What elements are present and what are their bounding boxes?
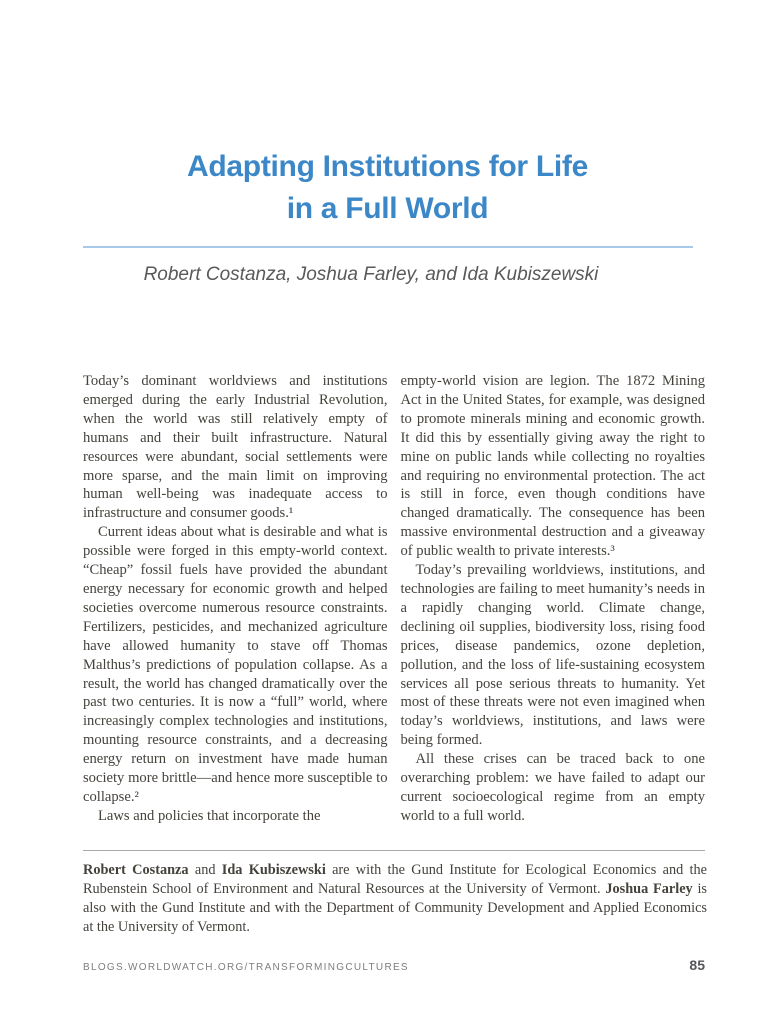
footer-url: BLOGS.WORLDWATCH.ORG/TRANSFORMINGCULTURES — [83, 962, 409, 973]
author-name-farley: Joshua Farley — [605, 881, 693, 897]
footnote-divider-rule — [83, 850, 705, 851]
paragraph-5: All these crises can be traced back to one overarching problem: we have failed to adapt our current socioecological regime from an empty world to a full world. — [400, 751, 705, 824]
left-column — [83, 372, 388, 826]
paragraph-1: Today’s dominant worldviews and institutions emerged during the early Industrial Revolution, when the world was still relatively empty of humans and their built infrastructure. Natural resources were abundant, social settlements were more sparse, and the main limit on improving human well-being was inadequate access to infrastructure and consumer goods.¹ — [83, 373, 388, 522]
page-footer — [83, 957, 705, 973]
article-body — [83, 372, 705, 826]
paragraph-3-continued: empty-world vision are legion. The 1872 Mining Act in the United States, for example, was designed to promote minerals mining and economic growth. It did this by essentially giving away the right to mine on public lands while collecting no royalties and requiring no environmental protection. The act is still in force, even though conditions have changed dramatically. The consequence has been massive environmental destruction and a giveaway of public wealth to private interests.³ — [400, 373, 705, 560]
paragraph-3-start: Laws and policies that incorporate the — [98, 807, 321, 824]
author-name-kubiszewski: Ida Kubiszewski — [221, 862, 326, 878]
author-byline: Robert Costanza, Joshua Farley, and Ida Kubiszewski — [143, 264, 599, 285]
title-divider-rule — [83, 246, 693, 248]
paragraph-4: Today’s prevailing worldviews, institutions, and technologies are failing to meet humanity’s needs in a rapidly changing world. Climate change, declining oil supplies, biodiversity loss, rising food prices, disease pandemics, ozone depletion, pollution, and the loss of life-sustaining ecosystem services all pose serious threats to humanity. Yet most of these threats were not even imagined when today’s worldviews, institutions, and laws were being formed. — [400, 562, 705, 749]
article-title-line2: in a Full World — [286, 192, 489, 225]
affiliation-text: is also with the Gund Institute and with the Department of Community Development and Applied Economics at the University of Vermont. — [83, 881, 707, 935]
author-name-costanza: Robert Costanza — [83, 862, 189, 878]
affiliation-text: and — [188, 862, 222, 878]
affiliation-text: are with the Gund Institute for Ecological Economics and the Rubenstein School of Environment and Natural Resources at the University of Vermont. — [83, 862, 708, 897]
author-affiliations-note — [83, 861, 707, 937]
right-column — [401, 372, 706, 826]
page-number: 85 — [689, 957, 705, 973]
article-title-line1: Adapting Institutions for Life — [187, 150, 588, 183]
article-title — [0, 146, 775, 230]
paragraph-2: Current ideas about what is desirable and what is possible were forged in this empty-world context. “Cheap” fossil fuels have provided the abundant energy necessary for economic growth and helped societies overcome numerous resource constraints. Fertilizers, pesticides, and mechanized agriculture have allowed humanity to stave off Thomas Malthus’s predictions of population collapse. As a result, the world has changed dramatically over the past two centuries. It is now a “full” world, where increasingly complex technologies and institutions, mounting resource constraints, and a decreasing energy return on investment have made human society more brittle—and hence more susceptible to collapse.² — [83, 524, 388, 805]
